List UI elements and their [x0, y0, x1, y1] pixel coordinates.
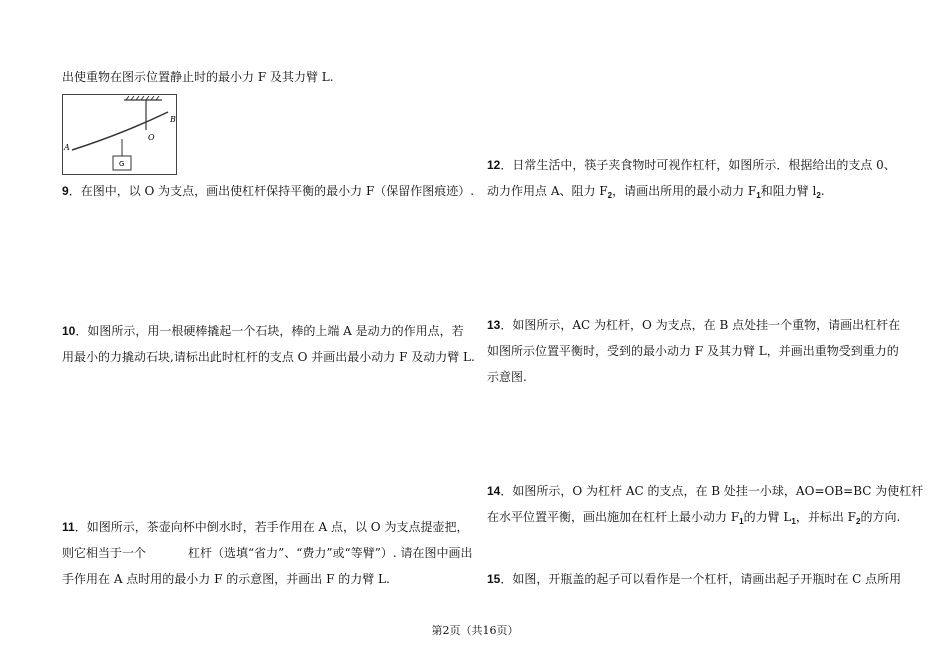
- question-12: 12．日常生活中，筷子夹食物时可视作杠杆，如图所示．根据给出的支点 0、 动力作用点 A、阻力 $F_2$，请画出所用的最小动力 $F_1$和阻力臂 $l_2$.: [487, 158, 896, 200]
- label-b: B: [170, 115, 176, 124]
- question-11: 11．如图所示，茶壶向杯中倒水时，若手作用在 A 点，以 O 为支点提壶把， 则它相当于一个 杠杆（选填“省力”、“费力”或“等臂”）. 请在图中画出 手作用在 A 点时用的最小力 F 的示意图，并画出 F 的力臂 L.: [62, 520, 473, 586]
- page-footer: 第2页（共16页）: [431, 624, 519, 637]
- question-13: 13．如图所示，AC 为杠杆，O 为支点，在 B 点处挂一个重物，请画出杠杆在 如图所示位置平衡时，受到的最小动力 F 及其力臂 L，并画出重物受到重力的 示意图.: [487, 318, 901, 384]
- question-14: 14．如图所示，O 为杠杆 AC 的支点，在 B 处挂一小球，AO=OB=BC 为使杠杆 在水平位置平衡，画出施加在杠杆上最小动力 $F_1$的力臂 $L_1$，并标出 $F_2$的方向.: [487, 484, 924, 526]
- label-o: O: [148, 133, 155, 142]
- q8-tail: 出使重物在图示位置静止时的最小力 F 及其力臂 L.: [62, 70, 334, 84]
- lever-figure: [62, 94, 178, 176]
- label-g: G: [119, 160, 125, 168]
- question-9: 9．在图中，以 O 为支点，画出使杠杆保持平衡的最小力 F（保留作图痕迹）.: [62, 184, 475, 198]
- label-a: A: [64, 143, 70, 152]
- question-10: 10．如图所示，用一根硬棒撬起一个石块，棒的上端 A 是动力的作用点，若 用最小的力撬动石块,请标出此时杠杆的支点 O 并画出最小动力 F 及动力臂 L.: [62, 324, 475, 364]
- question-15: 15．如图，开瓶盖的起子可以看作是一个杠杆，请画出起子开瓶时在 C 点所用: [487, 572, 902, 586]
